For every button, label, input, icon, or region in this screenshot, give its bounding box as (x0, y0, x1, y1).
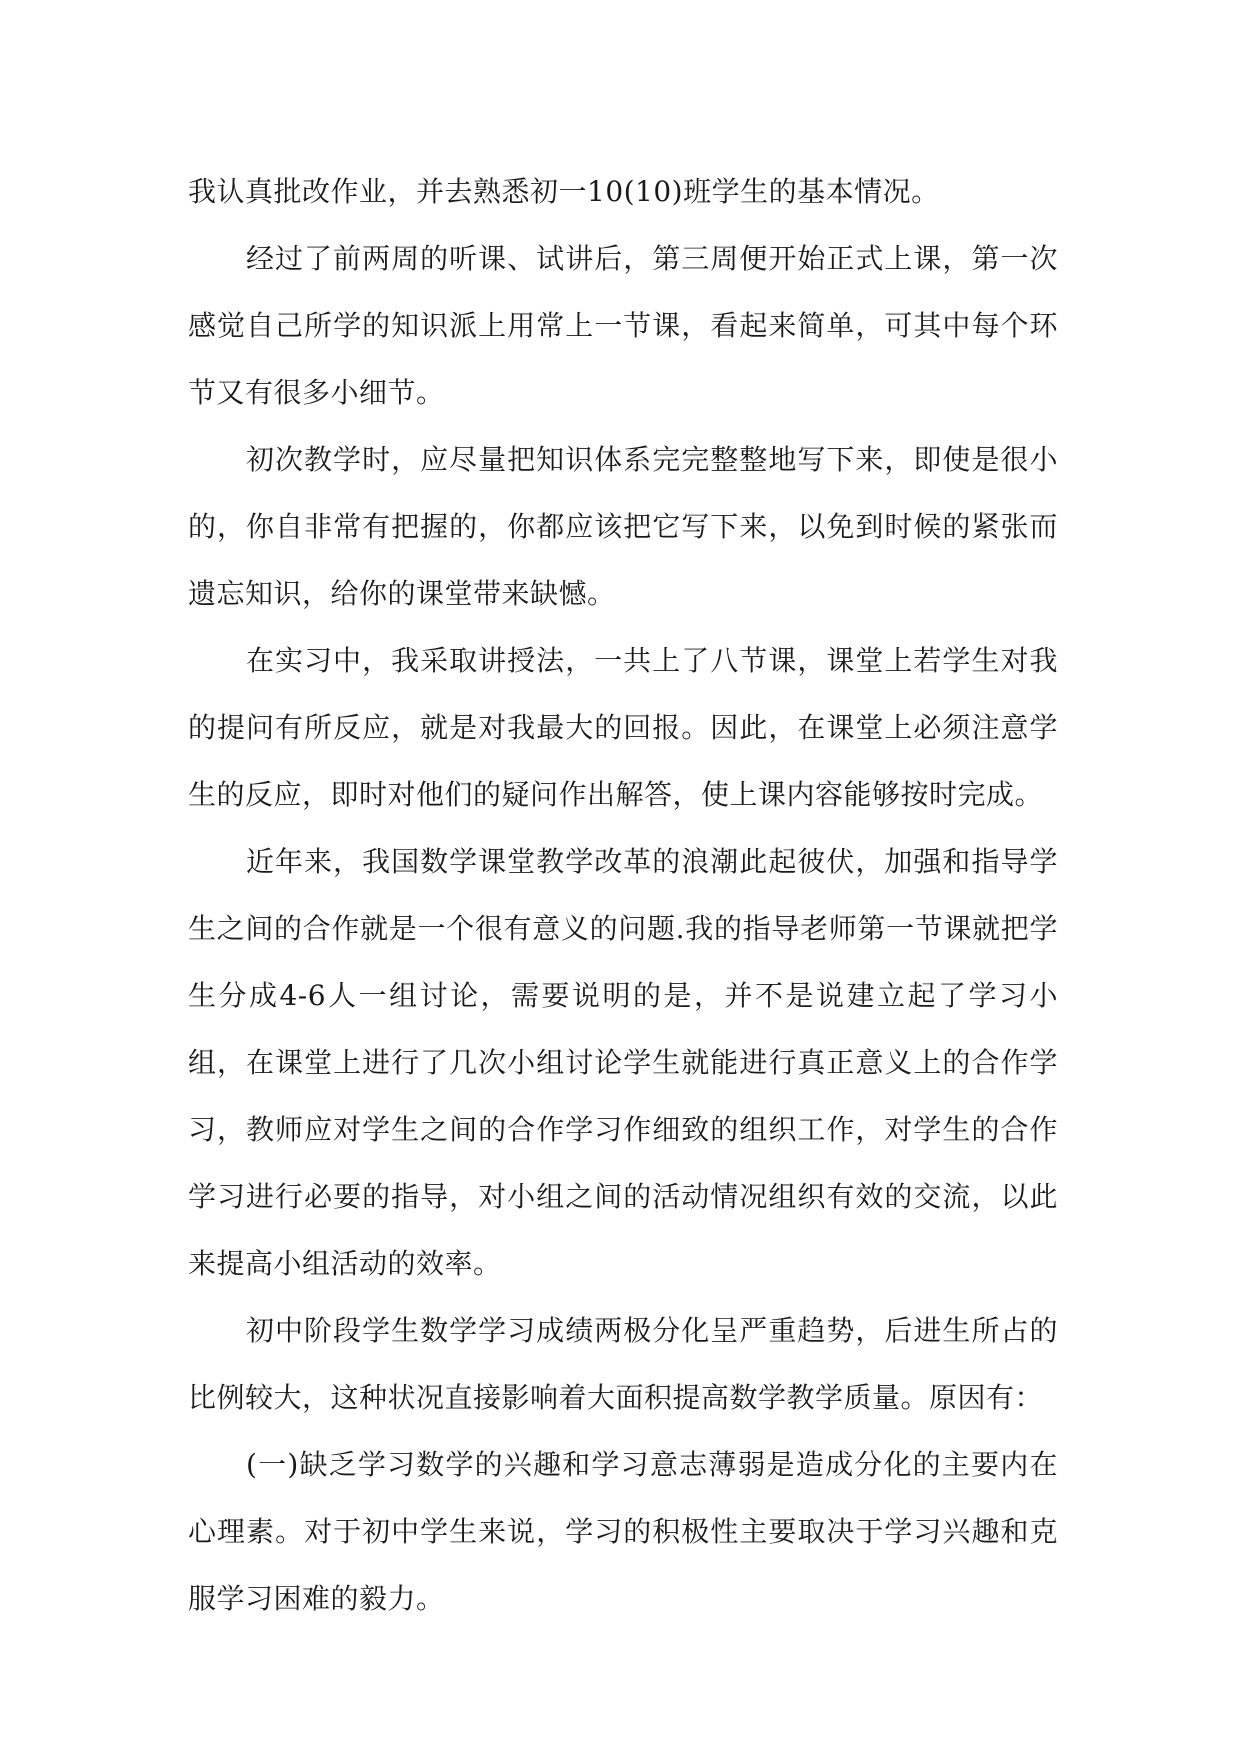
paragraph-5: 近年来，我国数学课堂教学改革的浪潮此起彼伏，加强和指导学生之间的合作就是一个很有意义的问题.我的指导老师第一节课就把学生分成4-6人一组讨论，需要说明的是，并不是说建立起了学习小组，在课堂上进行了几次小组讨论学生就能进行真正意义上的合作学习，教师应对学生之间的合作学习作细致的组织工作，对学生的合作学习进行必要的指导，对小组之间的活动情况组织有效的交流，以此来提高小组活动的效率。 (188, 845, 1058, 1280)
paragraph-4: 在实习中，我采取讲授法，一共上了八节课，课堂上若学生对我的提问有所反应，就是对我最大的回报。因此，在课堂上必须注意学生的反应，即时对他们的疑问作出解答，使上课内容能够按时完成。 (188, 644, 1058, 811)
paragraph-3: 初次教学时，应尽量把知识体系完完整整地写下来，即使是很小的，你自非常有把握的，你都应该把它写下来，以免到时候的紧张而遗忘知识，给你的课堂带来缺憾。 (188, 443, 1058, 610)
paragraph-2: 经过了前两周的听课、试讲后，第三周便开始正式上课，第一次感觉自己所学的知识派上用常上一节课，看起来简单，可其中每个环节又有很多小细节。 (188, 242, 1058, 409)
paragraph-1: 我认真批改作业，并去熟悉初一10(10)班学生的基本情况。 (188, 175, 940, 208)
document-body (188, 158, 1058, 1632)
paragraph-6: 初中阶段学生数学学习成绩两极分化呈严重趋势，后进生所占的比例较大，这种状况直接影响着大面积提高数学教学质量。原因有： (188, 1314, 1058, 1414)
paragraph-7: (一)缺乏学习数学的兴趣和学习意志薄弱是造成分化的主要内在心理素。对于初中学生来说，学习的积极性主要取决于学习兴趣和克服学习困难的毅力。 (188, 1448, 1058, 1615)
